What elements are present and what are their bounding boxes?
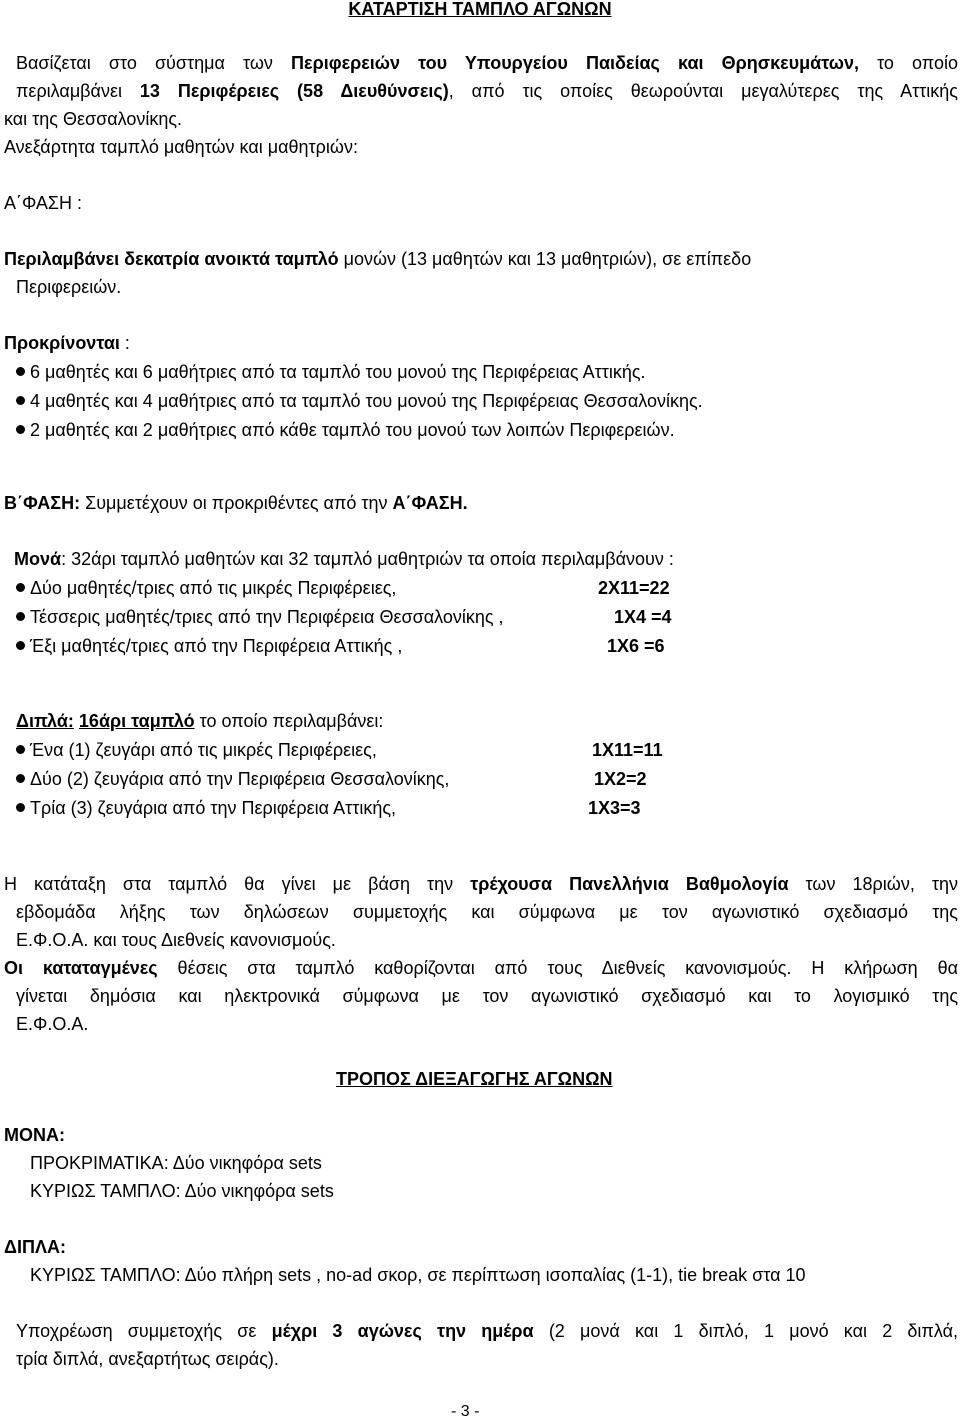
bullet-icon [16,583,25,592]
conduct-singles-line: ΠΡΟΚΡΙΜΑΤΙΚΑ: Δύο νικηφόρα sets [30,1153,322,1173]
doubles-row: Δύο (2) ζευγάρια από την Περιφέρεια Θεσσαλονίκης, [30,769,450,789]
singles-formula: 1Χ6 =6 [607,636,665,656]
qualify-item: 2 μαθητές και 2 μαθήτριες από κάθε ταμπλό του μονού των λοιπών Περιφερειών. [30,420,675,440]
qualify-item: 6 μαθητές και 6 μαθήτριες από τα ταμπλό του μονού της Περιφέρειας Αττικής. [30,362,646,382]
singles-row: Έξι μαθητές/τριες από την Περιφέρεια Αττικής , [30,636,403,656]
ranking-line-6: Ε.Φ.Ο.Α. [16,1014,89,1034]
doubles-formula: 1Χ2=2 [594,769,647,789]
ranking-line-3: Ε.Φ.Ο.Α. και τους Διεθνείς κανονισμούς. [16,930,336,950]
phase-a-desc: Περιλαμβάνει δεκατρία ανοικτά ταμπλό μονών (13 μαθητών και 13 μαθητριών), σε επίπεδο [4,249,752,269]
phase-a-desc-2: Περιφερειών. [16,277,122,297]
bullet-icon [16,745,25,754]
bullet-icon [16,396,25,405]
singles-formula: 2Χ11=22 [598,578,670,598]
bullet-icon [16,641,25,650]
qualify-item: 4 μαθητές και 4 μαθήτριες από τα ταμπλό του μονού της Περιφέρειας Θεσσαλονίκης. [30,391,703,411]
phase-b-line: Β΄ΦΑΣΗ: Συμμετέχουν οι προκριθέντες από την Α΄ΦΑΣΗ. [4,493,468,513]
phase-a-heading: Α΄ΦΑΣΗ : [4,193,82,213]
qualify-label: Προκρίνονται : [4,333,130,353]
doubles-row: Τρία (3) ζευγάρια από την Περιφέρεια Αττικής, [30,798,397,818]
intro-line-1: Βασίζεται στο σύστημα των Περιφερειών του Υπουργείου Παιδείας και Θρησκευμάτων, το οποίο [16,53,958,73]
ranking-line-4: Οι καταταγμένες θέσεις στα ταμπλό καθορίζονται από τους Διεθνείς κανονισμούς. Η κλήρωση θα [4,958,958,978]
doubles-row: Ένα (1) ζευγάρι από τις μικρές Περιφέρειες, [30,740,377,760]
ranking-line-1: Η κατάταξη στα ταμπλό θα γίνει με βάση την τρέχουσα Πανελλήνια Βαθμολογία των 18ριών, την [4,874,958,894]
conduct-doubles-line: ΚΥΡΙΩΣ ΤΑΜΠΛΟ: Δύο πλήρη sets , no-ad σκορ, σε περίπτωση ισοπαλίας (1-1), tie break στα 10 [30,1265,806,1285]
ranking-line-5: γίνεται δημόσια και ηλεκτρονικά σύμφωνα με τον αγωνιστικό σχεδιασμό και το λογισμικό της [16,986,958,1006]
bullet-icon [16,803,25,812]
conduct-doubles-label: ΔΙΠΛΑ: [4,1237,66,1257]
intro-line-4: Ανεξάρτητα ταμπλό μαθητών και μαθητριών: [4,137,358,157]
doubles-formula: 1Χ3=3 [588,798,641,818]
intro-line-3: και της Θεσσαλονίκης. [4,109,183,129]
doubles-formula: 1Χ11=11 [592,740,663,760]
intro-line-2: περιλαμβάνει 13 Περιφέρειες (58 Διευθύνσεις), από τις οποίες θεωρούνται μεγαλύτερες της Αττικής [16,81,958,101]
bullet-icon [16,367,25,376]
bullet-icon [16,425,25,434]
bullet-icon [16,774,25,783]
conduct-singles-line: ΚΥΡΙΩΣ ΤΑΜΠΛΟ: Δύο νικηφόρα sets [30,1181,334,1201]
singles-row: Τέσσερις μαθητές/τριες από την Περιφέρεια Θεσσαλονίκης , [30,607,504,627]
doubles-line: Διπλά: 16άρι ταμπλό το οποίο περιλαμβάνει: [16,711,384,731]
singles-row: Δύο μαθητές/τριες από τις μικρές Περιφέρειες, [30,578,397,598]
page-number: - 3 - [451,1403,480,1420]
ranking-line-2: εβδομάδα λήξης των δηλώσεων συμμετοχής και σύμφωνα με τον αγωνιστικό σχεδιασμό της [16,902,958,922]
singles-formula: 1Χ4 =4 [614,607,672,627]
obligation-line-2: τρία διπλά, ανεξαρτήτως σειράς). [16,1349,279,1369]
conduct-singles-label: ΜΟΝΑ: [4,1125,65,1145]
singles-line: Μονά: 32άρι ταμπλό μαθητών και 32 ταμπλό μαθητριών τα οποία περιλαμβάνουν : [14,549,674,569]
obligation-line-1: Υποχρέωση συμμετοχής σε μέχρι 3 αγώνες την ημέρα (2 μονά και 1 διπλό, 1 μονό και 2 διπλά, [16,1321,958,1341]
page-title: ΚΑΤΑΡΤΙΣΗ ΤΑΜΠΛΟ ΑΓΩΝΩΝ [348,0,612,19]
bullet-icon [16,612,25,621]
conduct-heading: ΤΡΟΠΟΣ ΔΙΕΞΑΓΩΓΗΣ ΑΓΩΝΩΝ [336,1069,613,1089]
